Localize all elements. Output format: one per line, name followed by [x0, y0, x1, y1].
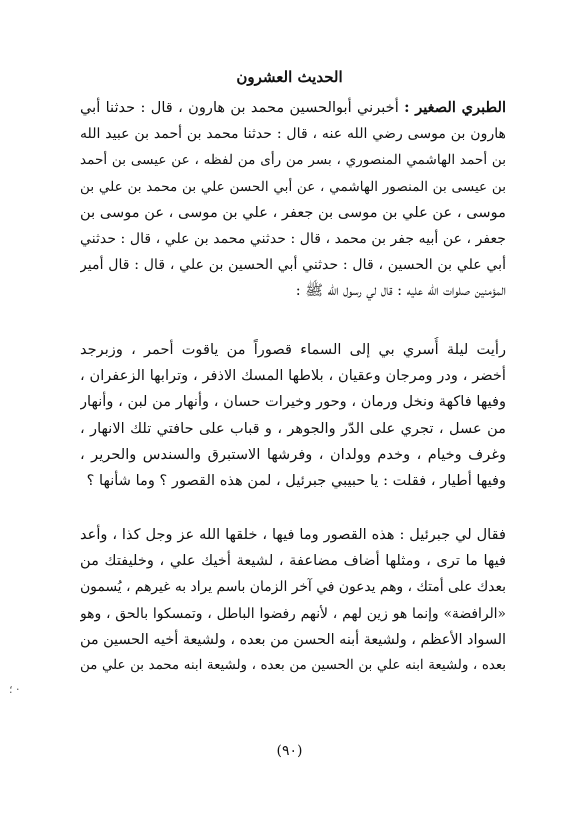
paragraph-line: فيها ما ترى ، ومثلها أضاف مضاعفة ، لشيعة أخيك علي ، وخليفتك من: [80, 552, 506, 570]
paragraph-line: موسى ، عن علي بن موسى بن جعفر ، علي بن موسى ، عن موسى بن: [80, 203, 506, 221]
paragraph-line: الطبري الصغير : أخبرني أبوالحسين محمد بن هارون ، قال : حدثنا أبي: [80, 99, 506, 116]
margin-mark: ؛ ·: [9, 683, 20, 696]
paragraph-vision: [80, 337, 506, 494]
paragraph-line: رأيت ليلة أُسري بي إلى السماء قصوراً من ياقوت أحمر ، وزبرجد: [80, 341, 506, 358]
paragraph-line: المؤمنين صلوات الله عليه : قال لي رسول الله ﷺ :: [295, 282, 506, 300]
paragraph-line: السواد الأعظم ، ولشيعة أبنه الحسن من بعده ، ولشيعة أخيه الحسين من: [80, 631, 506, 648]
paragraph-line: من عسل ، تجري على الدّر والجوهر ، و قباب على حافتي تلك الانهار ،: [80, 419, 506, 437]
page-number: (٩٠): [276, 743, 303, 759]
paragraph-line: بعدك على أمتك ، وهم يدعون في آخر الزمان باسم يراد به غيرهم ، يُسمون: [80, 579, 506, 596]
paragraph-line: وغرف وخيام ، وخدم وولدان ، وفرشها الاستبرق والسندس والحرير ،: [80, 445, 506, 463]
paragraph-answer: [80, 522, 506, 679]
paragraph-line: بعده ، ولشيعة ابنه علي بن الحسين من بعده ، ولشيعة ابنه محمد بن علي من: [80, 657, 506, 673]
paragraph-line: فقال لي جبرئيل : هذه القصور وما فيها ، خلقها الله عز وجل كذا ، وأعد: [80, 526, 506, 543]
chapter-heading: الحديث العشرون: [236, 68, 343, 86]
paragraph-line: وفيها فاكهة ونخل ورمان ، وحور وخيرات حسان ، وأنهار من لبن ، وأنهار: [80, 393, 506, 411]
paragraph-isnad: [80, 95, 506, 305]
paragraph-line: أخضر ، ودر ومرجان وعقيان ، بلاطها المسك الاذفر ، وترابها الزعفران ،: [80, 367, 506, 385]
paragraph-line: هارون بن موسى رضي الله عنه ، قال : حدثنا محمد بن أحمد بن عبيد الله: [80, 126, 506, 143]
paragraph-line: جعفر ، عن أبيه جفر بن محمد ، قال : حدثني محمد بن علي ، قال : حدثني: [80, 230, 506, 247]
paragraph-line: أبي علي بن الحسين ، قال : حدثني أبي الحسين بن علي ، قال : قال أمير: [80, 257, 506, 274]
paragraph-line: «الرافضة» وإنما هو زين لهم ، لأنهم رفضوا الباطل ، وتمسكوا بالحق ، وهو: [80, 605, 506, 622]
paragraph-line: بن أحمد الهاشمي المنصوري ، بسر من رأى من لفظه ، عن عيسى بن أحمد: [80, 152, 506, 169]
paragraph-line: بن عيسى بن المنصور الهاشمي ، عن أبي الحسن علي بن محمد بن علي بن: [80, 178, 506, 195]
narrator-name: الطبري الصغير :: [404, 99, 506, 116]
paragraph-line: وفيها أطيار ، فقلت : يا حبيبي جبرئيل ، لمن هذه القصور ؟ وما شأنها ؟: [86, 471, 506, 489]
